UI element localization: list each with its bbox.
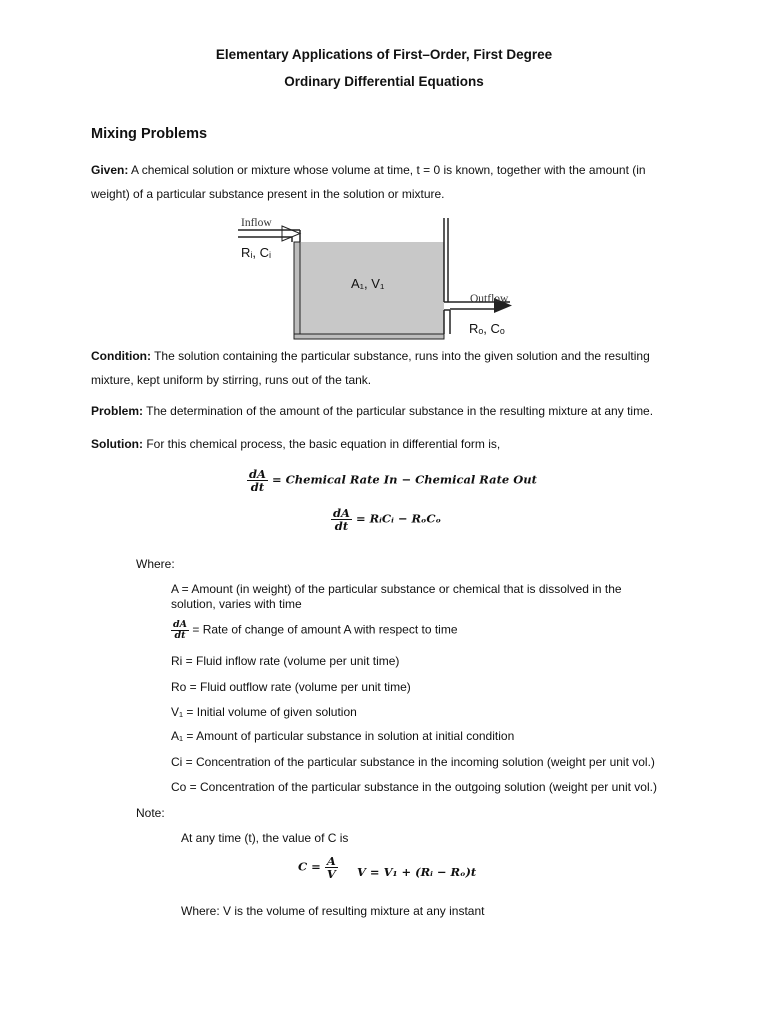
tank-variables: A₁, V₁: [351, 276, 385, 291]
equation2-rhs: = RᵢCᵢ − RₒCₒ: [355, 511, 441, 526]
definition-ro: Ro = Fluid outflow rate (volume per unit time): [171, 680, 411, 694]
derivative-fraction: $\frac{dA}{dt}$: [249, 467, 266, 495]
inflow-label: Inflow: [241, 217, 272, 229]
definition-co: Co = Concentration of the particular substance in the outgoing solution (weight per unit vol.): [171, 780, 657, 794]
concentration-fraction: $\frac{A}{V}$: [326, 854, 336, 882]
solution-label: Solution:: [91, 437, 143, 451]
derivative-fraction-small: $\frac{dA}{dt}$: [173, 619, 188, 641]
definition-ri: Ri = Fluid inflow rate (volume per unit time): [171, 654, 400, 668]
definition-ci: Ci = Concentration of the particular substance in the incoming solution (weight per unit vol.): [171, 755, 655, 769]
given-paragraph: [91, 158, 678, 206]
equation-rate-in-out: [247, 468, 537, 493]
volume-equation: V = V₁ + (Rᵢ − Rₒ)t: [357, 865, 477, 879]
inflow-variables: Rᵢ, Cᵢ: [241, 245, 272, 260]
solution-paragraph: [91, 432, 678, 456]
where-label: Where:: [136, 557, 175, 571]
definition-a-line1: A = Amount (in weight) of the particular substance or chemical that is dissolved in the: [171, 582, 622, 596]
problem-paragraph: [91, 399, 678, 423]
definition-rate: [171, 620, 458, 641]
equation-rc-terms: [331, 507, 441, 532]
concentration-lhs: C =: [298, 859, 321, 874]
condition-text-line2: mixture, kept uniform by stirring, runs out of the tank.: [91, 373, 372, 387]
tank-left-wall: [294, 242, 300, 336]
given-text-line2: weight) of a particular substance present in the solution or mixture.: [91, 187, 445, 201]
section-heading: Mixing Problems: [91, 126, 208, 142]
tank-bottom: [294, 334, 444, 339]
document-title-line2: Ordinary Differential Equations: [284, 74, 484, 89]
derivative-fraction-2: $\frac{dA}{dt}$: [333, 506, 350, 534]
definition-a: [171, 582, 678, 612]
solution-text: For this chemical process, the basic equation in differential form is,: [142, 437, 501, 451]
problem-label: Problem:: [91, 404, 144, 418]
concentration-equation: [298, 855, 338, 880]
problem-text: The determination of the amount of the particular substance in the resulting mixture at any time.: [143, 404, 654, 418]
volume-note: Where: V is the volume of resulting mixture at any instant: [181, 904, 485, 918]
document-title-line1: Elementary Applications of First–Order, First Degree: [215, 47, 553, 62]
condition-text-line1: The solution containing the particular substance, runs into the given solution and the resulting: [150, 349, 650, 363]
note-line: At any time (t), the value of C is: [181, 831, 349, 845]
definition-a1: A₁ = Amount of particular substance in solution at initial condition: [171, 729, 515, 743]
outflow-variables: Rₒ, Cₒ: [469, 321, 505, 336]
condition-paragraph: [91, 344, 678, 392]
definition-rate-text: = Rate of change of amount A with respect to time: [189, 622, 458, 637]
definition-v1: V₁ = Initial volume of given solution: [171, 705, 357, 719]
equation1-rhs: = Chemical Rate In − Chemical Rate Out: [271, 472, 537, 487]
inflow-arrow: [282, 226, 300, 241]
definition-a-line2: solution, varies with time: [171, 597, 302, 611]
given-label: Given:: [91, 163, 129, 177]
note-label: Note:: [136, 806, 165, 820]
condition-label: Condition:: [91, 349, 151, 363]
mixing-tank-diagram: [238, 212, 538, 342]
outflow-label: Outflow: [470, 293, 509, 305]
given-text-line1: A chemical solution or mixture whose volume at time, t = 0 is known, together with the amount (in: [128, 163, 646, 177]
